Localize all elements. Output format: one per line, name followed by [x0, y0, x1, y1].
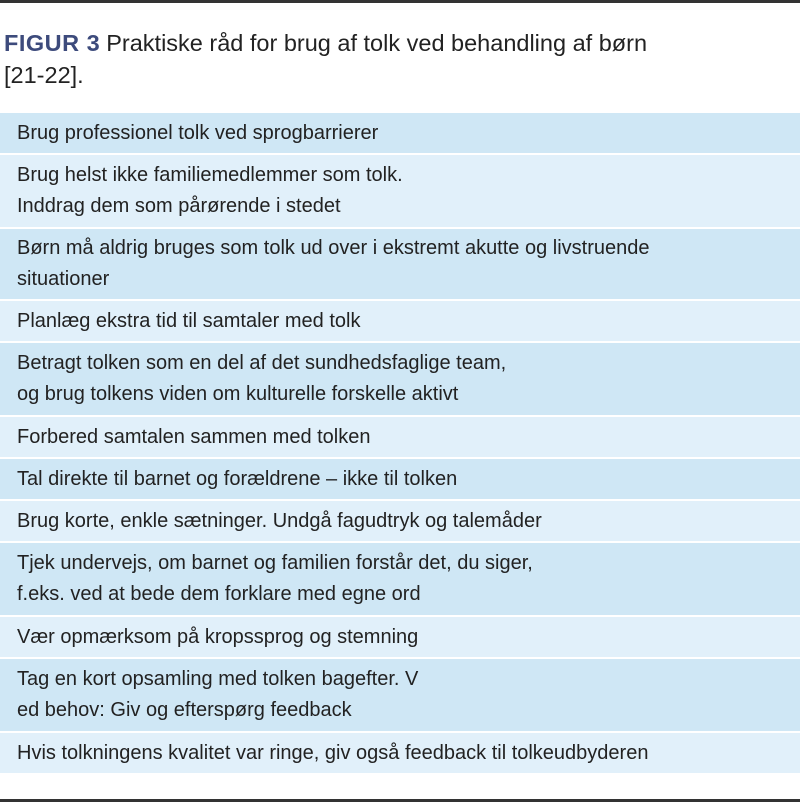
row-text: Betragt tolken som en del af det sundhedsfaglige team, — [17, 352, 507, 374]
table-row — [0, 301, 800, 343]
bottom-rule — [0, 799, 800, 802]
row-text: Brug helst ikke familiemedlemmer som tolk. — [17, 164, 403, 186]
table-row — [0, 229, 800, 301]
top-rule — [0, 0, 800, 3]
row-text: Tag en kort opsamling med tolken bagefter. V — [17, 668, 419, 690]
caption-title: Praktiske råd for brug af tolk ved behandling af børn — [106, 30, 648, 56]
table-row — [0, 113, 800, 155]
caption-line-1 — [4, 27, 794, 59]
row-text: Brug korte, enkle sætninger. Undgå fagudtryk og talemåder — [17, 509, 542, 532]
row-text: f.eks. ved at bede dem forklare med egne ord — [17, 583, 421, 605]
figure-caption — [4, 27, 794, 91]
table-row — [0, 501, 800, 543]
row-text: Vær opmærksom på kropssprog og stemning — [17, 625, 419, 648]
advice-table — [0, 113, 800, 775]
table-row — [0, 155, 800, 229]
row-text: og brug tolkens viden om kulturelle forskelle aktivt — [17, 383, 459, 405]
row-text: Hvis tolkningens kvalitet var ringe, giv også feedback til tolkeudbyderen — [17, 741, 649, 764]
row-text: Forbered samtalen sammen med tolken — [17, 425, 371, 448]
row-text: Brug professionel tolk ved sprogbarrierer — [17, 121, 379, 144]
table-row — [0, 343, 800, 417]
table-row — [0, 543, 800, 617]
row-text: Børn må aldrig bruges som tolk ud over i ekstremt akutte og livstruende — [17, 237, 650, 259]
row-text: Inddrag dem som pårørende i stedet — [17, 195, 341, 217]
table-row — [0, 617, 800, 659]
row-text: ed behov: Giv og efterspørg feedback — [17, 699, 352, 721]
figure-label: FIGUR 3 — [4, 30, 101, 56]
caption-line-2: [21-22]. — [4, 62, 84, 88]
row-text: Tjek undervejs, om barnet og familien forstår det, du siger, — [17, 552, 533, 574]
table-row — [0, 417, 800, 459]
row-text: Tal direkte til barnet og forældrene – ikke til tolken — [17, 467, 458, 490]
row-text: situationer — [17, 268, 110, 290]
table-row — [0, 733, 800, 775]
row-text: Planlæg ekstra tid til samtaler med tolk — [17, 309, 361, 332]
table-row — [0, 459, 800, 501]
table-row — [0, 659, 800, 733]
